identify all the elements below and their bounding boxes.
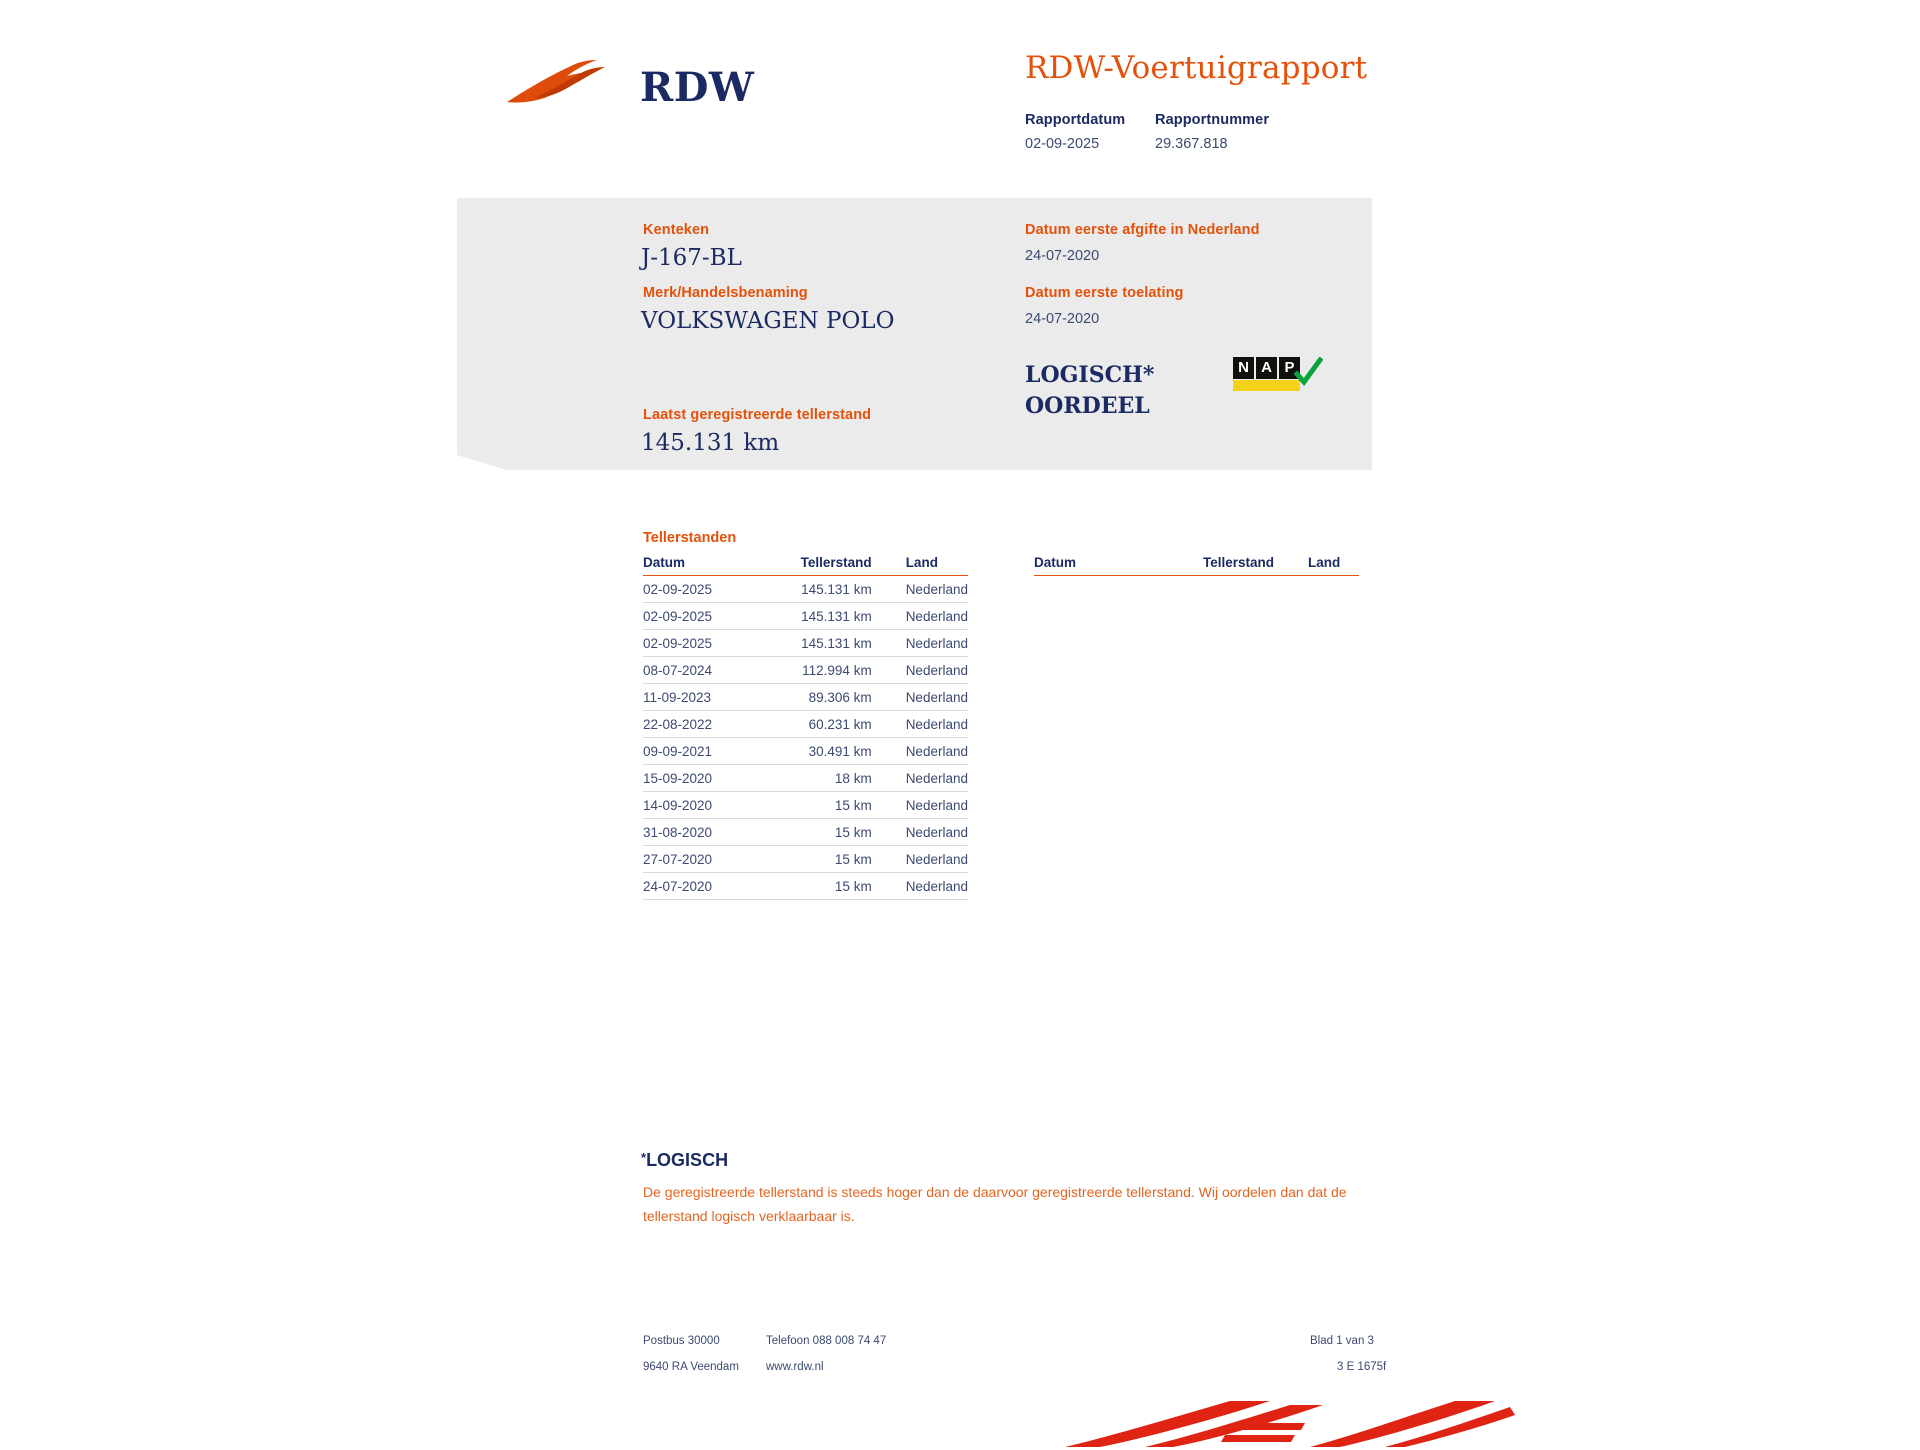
nap-badge	[1233, 357, 1325, 390]
cell-land: Nederland	[872, 792, 968, 819]
cell-tellerstand: 145.131 km	[766, 576, 872, 603]
cell-tellerstand: 145.131 km	[766, 630, 872, 657]
report-number-label: Rapportnummer	[1155, 112, 1270, 128]
cell-land: Nederland	[872, 846, 968, 873]
logo-wordmark: RDW	[640, 64, 755, 111]
footer-website[interactable]: www.rdw.nl	[766, 1361, 824, 1373]
checkmark-icon	[1293, 357, 1323, 389]
footer-swoosh-graphic-icon	[1055, 1395, 1515, 1450]
nap-letter-a: A	[1256, 357, 1277, 379]
odometer-table-left	[643, 552, 968, 900]
cell-land: Nederland	[872, 630, 968, 657]
kenteken-label: Kenteken	[643, 222, 710, 238]
kenteken-value: J-167-BL	[641, 245, 742, 271]
cell-tellerstand: 15 km	[766, 846, 872, 873]
cell-land: Nederland	[872, 873, 968, 900]
cell-land: Nederland	[872, 765, 968, 792]
table-row	[643, 819, 968, 846]
table-row	[643, 846, 968, 873]
table-row	[643, 684, 968, 711]
cell-datum: 24-07-2020	[643, 873, 766, 900]
vehicle-summary-panel	[457, 198, 1372, 470]
nap-badge-bar	[1233, 380, 1300, 391]
table-row	[643, 765, 968, 792]
table-row	[643, 576, 968, 603]
cell-land: Nederland	[872, 684, 968, 711]
cell-datum: 31-08-2020	[643, 819, 766, 846]
cell-datum: 22-08-2022	[643, 711, 766, 738]
nap-badge-letters	[1233, 357, 1300, 379]
footnote-body: De geregistreerde tellerstand is steeds hoger dan de daarvoor geregistreerde tellerstand. Wij oordelen dan dat de tellerstand logisch verklaarbaar is.	[643, 1184, 1347, 1224]
cell-datum: 02-09-2025	[643, 630, 766, 657]
cell-datum: 11-09-2023	[643, 684, 766, 711]
table-row	[643, 711, 968, 738]
table-row	[643, 657, 968, 684]
footnote-title-text: LOGISCH	[646, 1150, 729, 1170]
cell-datum: 08-07-2024	[643, 657, 766, 684]
footer-telefoon: Telefoon 088 008 74 47	[766, 1335, 887, 1347]
table-row	[643, 738, 968, 765]
cell-tellerstand: 112.994 km	[766, 657, 872, 684]
cell-land: Nederland	[872, 738, 968, 765]
footer-postbus: Postbus 30000	[643, 1335, 720, 1347]
table-header-row	[643, 552, 968, 576]
judgement-line-1: LOGISCH*	[1025, 362, 1155, 388]
report-title: RDW-Voertuigrapport	[1025, 50, 1368, 86]
cell-land: Nederland	[872, 603, 968, 630]
cell-tellerstand: 15 km	[766, 873, 872, 900]
cell-datum: 02-09-2025	[643, 603, 766, 630]
column-header-datum: Datum	[643, 552, 766, 576]
judgement-text	[1025, 360, 1225, 422]
first-admission-date-value: 24-07-2020	[1025, 311, 1100, 327]
cell-datum: 15-09-2020	[643, 765, 766, 792]
table-row	[643, 603, 968, 630]
column-header-tellerstand: Tellerstand	[1164, 552, 1274, 576]
cell-tellerstand: 15 km	[766, 819, 872, 846]
cell-tellerstand: 60.231 km	[766, 711, 872, 738]
cell-land: Nederland	[872, 657, 968, 684]
footer-plaats: 9640 RA Veendam	[643, 1361, 739, 1373]
report-date-label: Rapportdatum	[1025, 112, 1126, 128]
report-date-value: 02-09-2025	[1025, 136, 1100, 152]
table-header-row	[1034, 552, 1359, 576]
column-header-land: Land	[872, 552, 968, 576]
nap-letter-n: N	[1233, 357, 1254, 379]
first-issue-date-label: Datum eerste afgifte in Nederland	[1025, 222, 1260, 238]
table-row	[643, 792, 968, 819]
cell-tellerstand: 15 km	[766, 792, 872, 819]
report-number-value: 29.367.818	[1155, 136, 1228, 152]
footnote-title	[641, 1150, 728, 1171]
cell-land: Nederland	[872, 711, 968, 738]
merk-label: Merk/Handelsbenaming	[643, 285, 808, 301]
first-admission-date-label: Datum eerste toelating	[1025, 285, 1184, 301]
cell-datum: 09-09-2021	[643, 738, 766, 765]
judgement-line-2: OORDEEL	[1025, 393, 1150, 419]
cell-datum: 27-07-2020	[643, 846, 766, 873]
cell-tellerstand: 30.491 km	[766, 738, 872, 765]
footer-form-code: 3 E 1675f	[1337, 1361, 1387, 1373]
odometer-table-right	[1034, 552, 1359, 576]
last-odometer-value: 145.131 km	[641, 430, 780, 456]
cell-land: Nederland	[872, 819, 968, 846]
rdw-logo	[505, 38, 805, 111]
column-header-land: Land	[1274, 552, 1359, 576]
rdw-swoosh-logo-icon	[505, 58, 615, 106]
column-header-datum: Datum	[1034, 552, 1164, 576]
cell-tellerstand: 89.306 km	[766, 684, 872, 711]
footer-page-number: Blad 1 van 3	[1310, 1335, 1374, 1347]
nap-letter-p: P	[1279, 357, 1300, 379]
last-odometer-label: Laatst geregistreerde tellerstand	[643, 407, 872, 423]
merk-value: VOLKSWAGEN POLO	[641, 308, 895, 334]
cell-datum: 02-09-2025	[643, 576, 766, 603]
cell-land: Nederland	[872, 576, 968, 603]
table-row	[643, 873, 968, 900]
cell-tellerstand: 145.131 km	[766, 603, 872, 630]
cell-datum: 14-09-2020	[643, 792, 766, 819]
first-issue-date-value: 24-07-2020	[1025, 248, 1100, 264]
footnote-star: *	[641, 1150, 647, 1165]
cell-tellerstand: 18 km	[766, 765, 872, 792]
table-row	[643, 630, 968, 657]
odometer-section-title: Tellerstanden	[643, 530, 737, 546]
column-header-tellerstand: Tellerstand	[766, 552, 872, 576]
